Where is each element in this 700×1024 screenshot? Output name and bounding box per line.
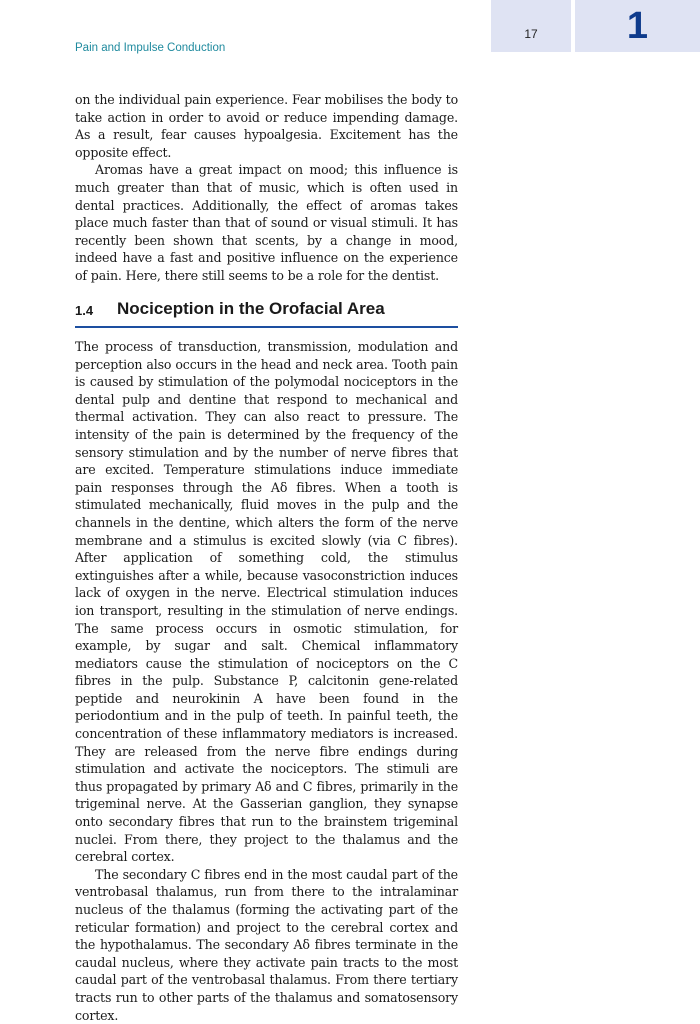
- chapter-number: 1: [626, 5, 649, 47]
- intro-text: [75, 91, 458, 285]
- section-heading: [75, 298, 458, 328]
- section-paragraph-1: The process of transduction, transmission, modulation and perception also occurs in the head and neck area. Tooth pain is caused by stimulation of the polymodal nociceptors in the dental pulp and dentine that respond to mechanical and thermal activation. They can also react to pressure. The intensity of the pain is determined by the frequency of the sensory stimulation and by the number of nerve fibres that are excited. Temperature stimulations induce immediate pain responses through the Aδ fibres. When a tooth is stimulated mechanically, fluid moves in the pulp and the channels in the dentine, which alters the form of the nerve membrane and a stimulus is excited slowly (via C fibres). After application of something cold, the stimulus extinguishes after a while, because vasoconstriction induces lack of oxygen in the nerve. Electrical stimulation induces ion transport, resulting in the stimulation of nerve endings. The same process occurs in osmotic stimulation, for example, by sugar and salt. Chemical inflammatory mediators cause the stimulation of nociceptors on the C fibres in the pulp. Substance P, calcitonin gene-related peptide and neurokinin A have been found in the periodontium and in the pulp of teeth. In painful teeth, the concentration of these inflammatory mediators is increased. They are released from the nerve fibre endings during stimulation and activate the nociceptors. The stimuli are thus propagated by primary Aδ and C fibres, primarily in the trigeminal nerve. At the Gasserian ganglion, they synapse onto secondary fibres that run to the brainstem trigeminal nuclei. From there, they project to the thalamus and the cerebral cortex.: [75, 339, 458, 865]
- running-head: Pain and Impulse Conduction: [75, 42, 226, 54]
- section-text: [75, 338, 458, 1024]
- chapter-tab: [575, 0, 700, 52]
- section-title: Nociception in the Orofacial Area: [117, 299, 385, 318]
- intro-paragraph-1: on the individual pain experience. Fear mobilises the body to take action in order to avoid or reduce impending damage. As a result, fear causes hypoalgesia. Excitement has the opposite effect.: [75, 92, 458, 160]
- intro-paragraph-2: Aromas have a great impact on mood; this influence is much greater than that of music, which is often used in dental practices. Additionally, the effect of aromas takes place much faster than that of sound or visual stimuli. It has recently been shown that scents, by a change in mood, indeed have a fast and positive influence on the experience of pain. Here, there still seems to be a role for the dentist.: [75, 162, 458, 283]
- page-number-tab: [491, 0, 571, 52]
- page-number: 17: [524, 27, 538, 41]
- section-number: 1.4: [75, 303, 94, 318]
- section-paragraph-2: The secondary C fibres end in the most caudal part of the ventrobasal thalamus, run from there to the intralaminar nucleus of the thalamus (forming the activating part of the reticular formation) and project to the cerebral cortex and the hypothalamus. The secondary Aδ fibres terminate in the caudal nucleus, where they activate pain tracts to the most caudal part of the ventrobasal thalamus. From there tertiary tracts run to other parts of the thalamus and somatosensory cortex.: [75, 866, 458, 1023]
